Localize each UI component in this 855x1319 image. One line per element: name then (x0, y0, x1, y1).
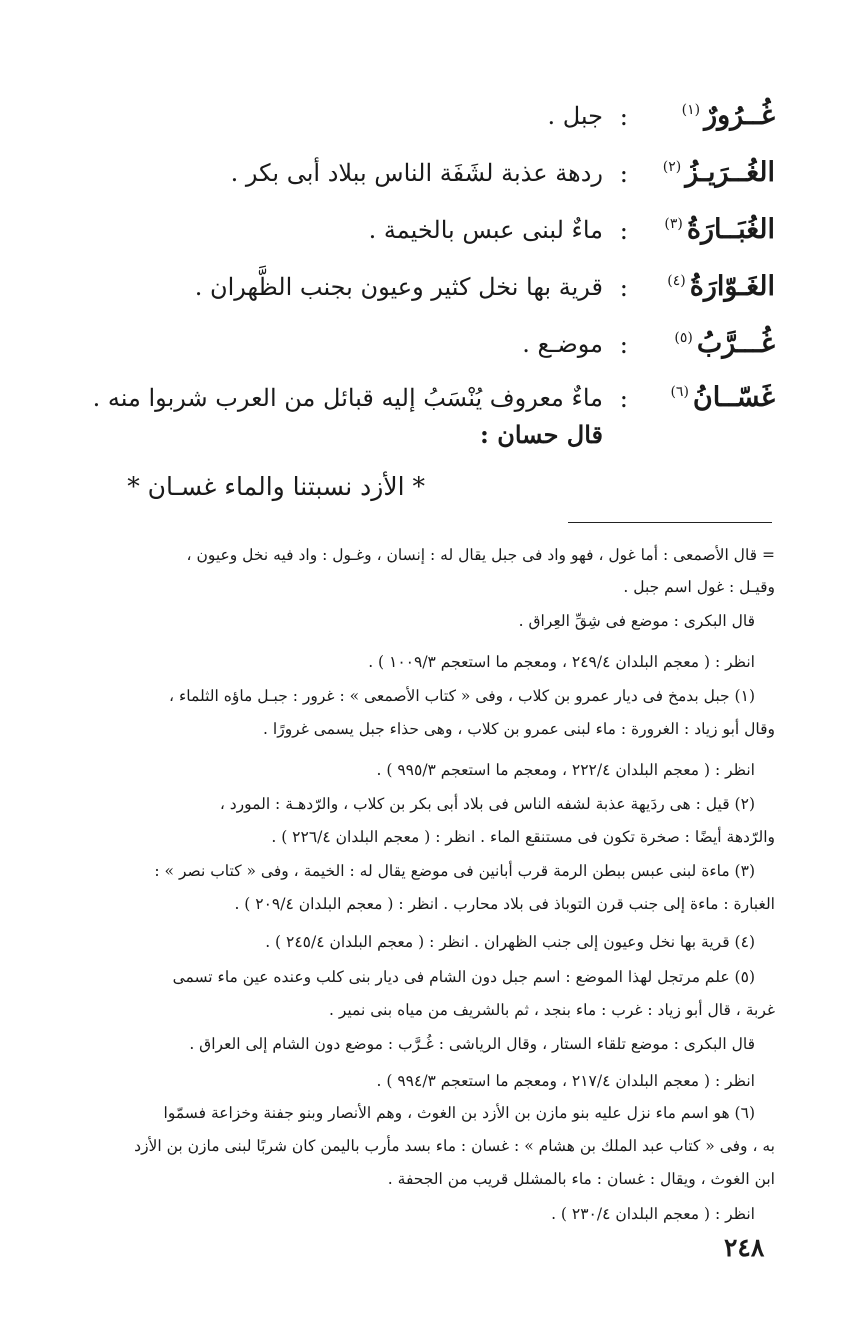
entry-definition: ماءٌ لبنى عبس بالخيمة . (368, 216, 603, 244)
footnote-ref[interactable]: (٢) (662, 159, 682, 175)
entry-headword: الغُبَــارَةُ$^{(٣)}$ (664, 214, 775, 245)
footnote-line: والرّدهة أيضًا : صخرة تكون فى مستنقع الماء . انظر : ( معجم البلدان ٢٢٦/٤ ) . (271, 828, 775, 846)
footnote-line: انظر : ( معجم البلدان ٢١٧/٤ ، ومعجم ما استعجم ٩٩٤/٣ ) . (376, 1072, 755, 1090)
footnote-ref[interactable]: (٣) (664, 216, 683, 232)
footnote-line: وقال أبو زياد : الغرورة : ماء لبنى عمرو بن كلاب ، وهى حذاء جبل يسمى غرورًا . (263, 720, 775, 738)
entry-headword: غَسّــانُ$^{(٦)}$ (670, 382, 775, 413)
entry-ghubara (75, 214, 775, 258)
quote-heading: قال حسان : (480, 420, 603, 449)
footnote-line: انظر : ( معجم البلدان ٢٢٢/٤ ، ومعجم ما استعجم ٩٩٥/٣ ) . (376, 761, 755, 779)
entry-colon: : (619, 159, 628, 188)
footnote-line: ابن الغوث ، ويقال : غسان : ماء بالمشلل قريب من الجحفة . (387, 1170, 775, 1188)
entry-headword: الغَـوّارَةُ$^{(٤)}$ (667, 271, 775, 302)
entry-colon: : (619, 102, 628, 131)
footnote-line: = قال الأصمعى : أما غول ، فهو واد فى جبل يقال له : إنسان ، وغـول : واد فيه نخل وعيون ، (186, 546, 775, 564)
footnote-1: (١) جبل بدمخ فى ديار عمرو بن كلاب ، وفى « كتاب الأصمعى » : غرور : جبـل ماؤه الثلماء ، (169, 687, 755, 705)
footnote-6: (٦) هو اسم ماء نزل عليه بنو مازن بن الأزد بن الغوث ، وهم الأنصار وبنو جفنة وخزاعة فسمّوا (163, 1104, 755, 1122)
entry-definition: ماءٌ معروف يُنْسَبُ إليه قبائل من العرب شربوا منه . (92, 384, 603, 412)
footnote-ref[interactable]: (٥) (674, 330, 693, 346)
entry-colon: : (619, 384, 628, 413)
footnote-line: به ، وفى « كتاب عبد الملك بن هشام » : غسان : ماء بسد مأرب باليمن كان شربًا لبنى مازن بن الأزد (134, 1137, 775, 1155)
entry-colon: : (619, 216, 628, 245)
footnote-line: انظر : ( معجم البلدان ٢٣٠/٤ ) . (551, 1205, 755, 1223)
entry-ghurur (75, 100, 775, 144)
entry-definition: ردهة عذبة لشَفَة الناس ببلاد أبى بكر . (230, 159, 603, 187)
entry-ghawwara (75, 271, 775, 315)
footnote-ref[interactable]: (٦) (670, 384, 689, 400)
footnote-5: (٥) علم مرتجل لهذا الموضع : اسم جبل دون الشام فى ديار بنى كلب وعنده عين ماء تسمى (172, 968, 755, 986)
entry-ghassan (75, 382, 775, 426)
page-number: ٢٤٨ (724, 1233, 765, 1262)
footnote-line: الغبارة : ماءة إلى جنب قرن التوباذ فى بلاد محارب . انظر : ( معجم البلدان ٢٠٩/٤ ) . (234, 895, 775, 913)
footnote-line: قال البكرى : موضع فى شِقِّ العِراق . (518, 612, 755, 630)
footnote-ref[interactable]: (١) (681, 102, 701, 118)
footnote-line: وقيـل : غول اسم جبل . (623, 578, 775, 596)
entry-headword: غُــرُورٌ$^{(١)}$ (681, 100, 775, 131)
entry-headword: الغُــرَيـزُ$^{(٢)}$ (662, 157, 775, 188)
footnote-ref[interactable]: (٤) (667, 273, 686, 289)
footnote-separator (568, 522, 772, 523)
entry-colon: : (619, 273, 628, 302)
footnote-4: (٤) قرية بها نخل وعيون إلى جنب الظهران . انظر : ( معجم البلدان ٢٤٥/٤ ) . (265, 933, 755, 951)
entry-definition: موضـع . (522, 330, 603, 358)
entry-ghurayz (75, 157, 775, 201)
poetry-verse: * الأزد نسبتنا والماء غسـان * (127, 472, 425, 501)
entry-ghurrab (75, 328, 775, 372)
entry-definition: جبل . (547, 102, 603, 130)
footnote-2: (٢) قيل : هى ردَيهة عذبة لشفه الناس فى بلاد أبى بكر بن كلاب ، والرّدهـة : المورد ، (219, 795, 755, 813)
footnote-3: (٣) ماءة لبنى عبس ببطن الرمة قرب أبانين فى موضع يقال له : الخيمة ، وفى « كتاب نصر » : (154, 862, 755, 880)
footnote-line: غربة ، قال أبو زياد : غرب : ماء بنجد ، ثم بالشريف من مياه بنى نمير . (328, 1001, 775, 1019)
footnote-line: قال البكرى : موضع تلقاء الستار ، وقال الرياشى : غُـرَّب : موضع دون الشام إلى العراق . (189, 1035, 755, 1053)
entry-headword: غُـــرَّبُ$^{(٥)}$ (674, 328, 775, 359)
entry-definition: قرية بها نخل كثير وعيون بجنب الظَّهران . (194, 273, 603, 301)
entry-colon: : (619, 330, 628, 359)
footnote-line: انظر : ( معجم البلدان ٢٤٩/٤ ، ومعجم ما استعجم ١٠٠٩/٣ ) . (368, 653, 755, 671)
